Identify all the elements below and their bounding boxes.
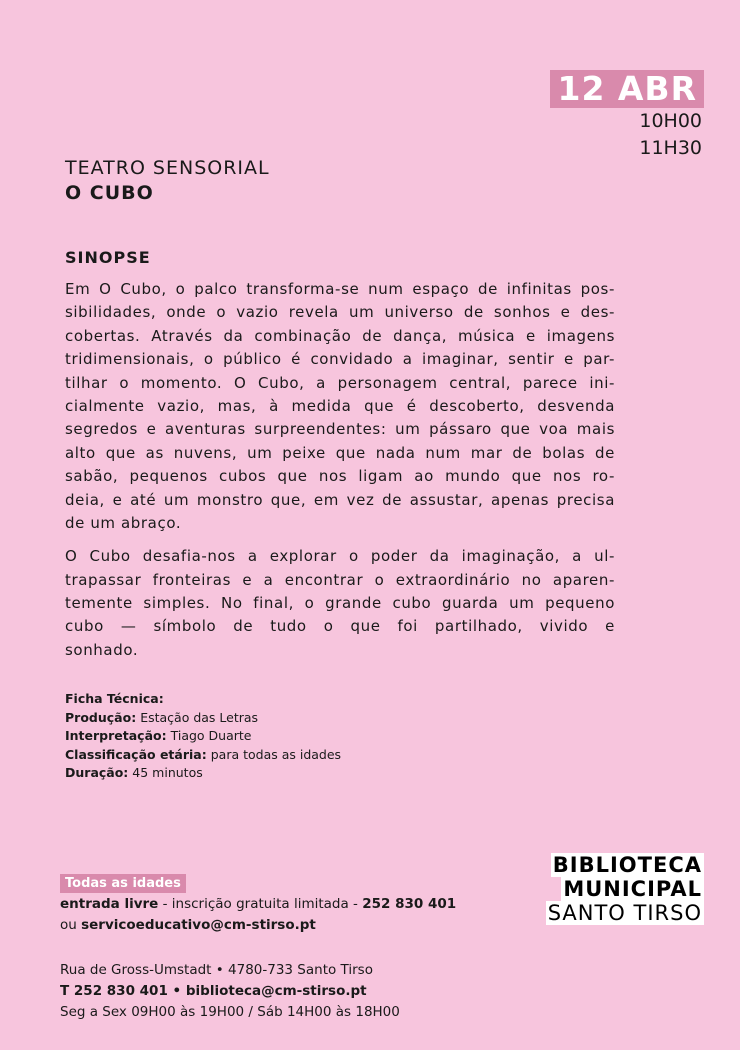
text-line: trapassar fronteiras e a encontrar o extraordinário no aparen- <box>65 570 615 589</box>
text-line: cubo — símbolo de tudo o que foi partilhado, vivido e <box>65 617 615 636</box>
text-line: tilhar o momento. O Cubo, a personagem central, parece ini- <box>65 373 615 392</box>
text-line: sibilidades, onde o vazio revela um universo de sonhos e des- <box>65 303 615 322</box>
text-line: de um abraço. <box>65 513 182 532</box>
biblioteca-logo: BIBLIOTECA MUNICIPAL SANTO TIRSO <box>547 853 702 925</box>
sinopse-paragraph <box>65 278 615 535</box>
ficha-item: Classificação etária: para todas as idades <box>65 746 342 762</box>
event-name: O CUBO <box>65 182 154 204</box>
sinopse-body <box>65 278 615 672</box>
text-line: cobertas. Através da combinação de dança, música e imagens <box>65 326 615 345</box>
phone: 252 830 401 <box>362 896 457 912</box>
text-line: segredos e aventuras surpreendentes: um pássaro que voa mais <box>65 420 615 439</box>
text-line: Em O Cubo, o palco transforma-se num espaço de infinitas pos- <box>65 280 615 298</box>
date-badge: 12 ABR <box>550 70 704 108</box>
text-line: tridimensionais, o público é convidado a imaginar, sentir e par- <box>65 350 615 369</box>
event-category: TEATRO SENSORIAL <box>65 157 270 179</box>
time-1: 10H00 <box>639 110 702 132</box>
text-line: temente simples. No final, o grande cubo guarda um pequeno <box>65 594 615 613</box>
ficha-item: Produção: Estação das Letras <box>65 709 259 725</box>
age-tag: Todas as idades <box>60 874 186 893</box>
text-line: sonhado. <box>65 640 139 659</box>
text-line: sabão, pequenos cubos que nos ligam ao mundo que nos ro- <box>65 467 615 486</box>
ficha-item: Duração: 45 minutos <box>65 765 203 780</box>
event-date-block <box>550 70 704 162</box>
sinopse-paragraph <box>65 545 615 662</box>
address-block: Rua de Gross-Umstadt • 4780-733 Santo Tirso T 252 830 401 • biblioteca@cm-stirso.pt Seg a Sex 09H00 às 19H00 / Sáb 14H00 às 18H00 <box>60 962 400 1020</box>
event-title <box>65 156 270 206</box>
entry-info: Todas as idades entrada livre - inscrição gratuita limitada - 252 830 401 ou servicoeducativo@cm-stirso.pt <box>60 876 457 933</box>
text-line: O Cubo desafia-nos a explorar o poder da imaginação, a ul- <box>65 547 615 566</box>
text-line: cialmente vazio, mas, à medida que é descoberto, desvenda <box>65 396 615 415</box>
ficha-item: Interpretação: Tiago Duarte <box>65 728 252 743</box>
text-line: deia, e até um monstro que, em vez de assustar, apenas precisa <box>65 490 615 509</box>
time-2: 11H30 <box>639 137 702 159</box>
sinopse-heading: SINOPSE <box>65 248 151 267</box>
ficha-tecnica <box>65 690 341 783</box>
text-line: alto que as nuvens, um peixe que nada num mar de bolas de <box>65 443 615 462</box>
email-link[interactable]: servicoeducativo@cm-stirso.pt <box>81 917 316 933</box>
ficha-heading: Ficha Técnica: <box>65 691 164 706</box>
